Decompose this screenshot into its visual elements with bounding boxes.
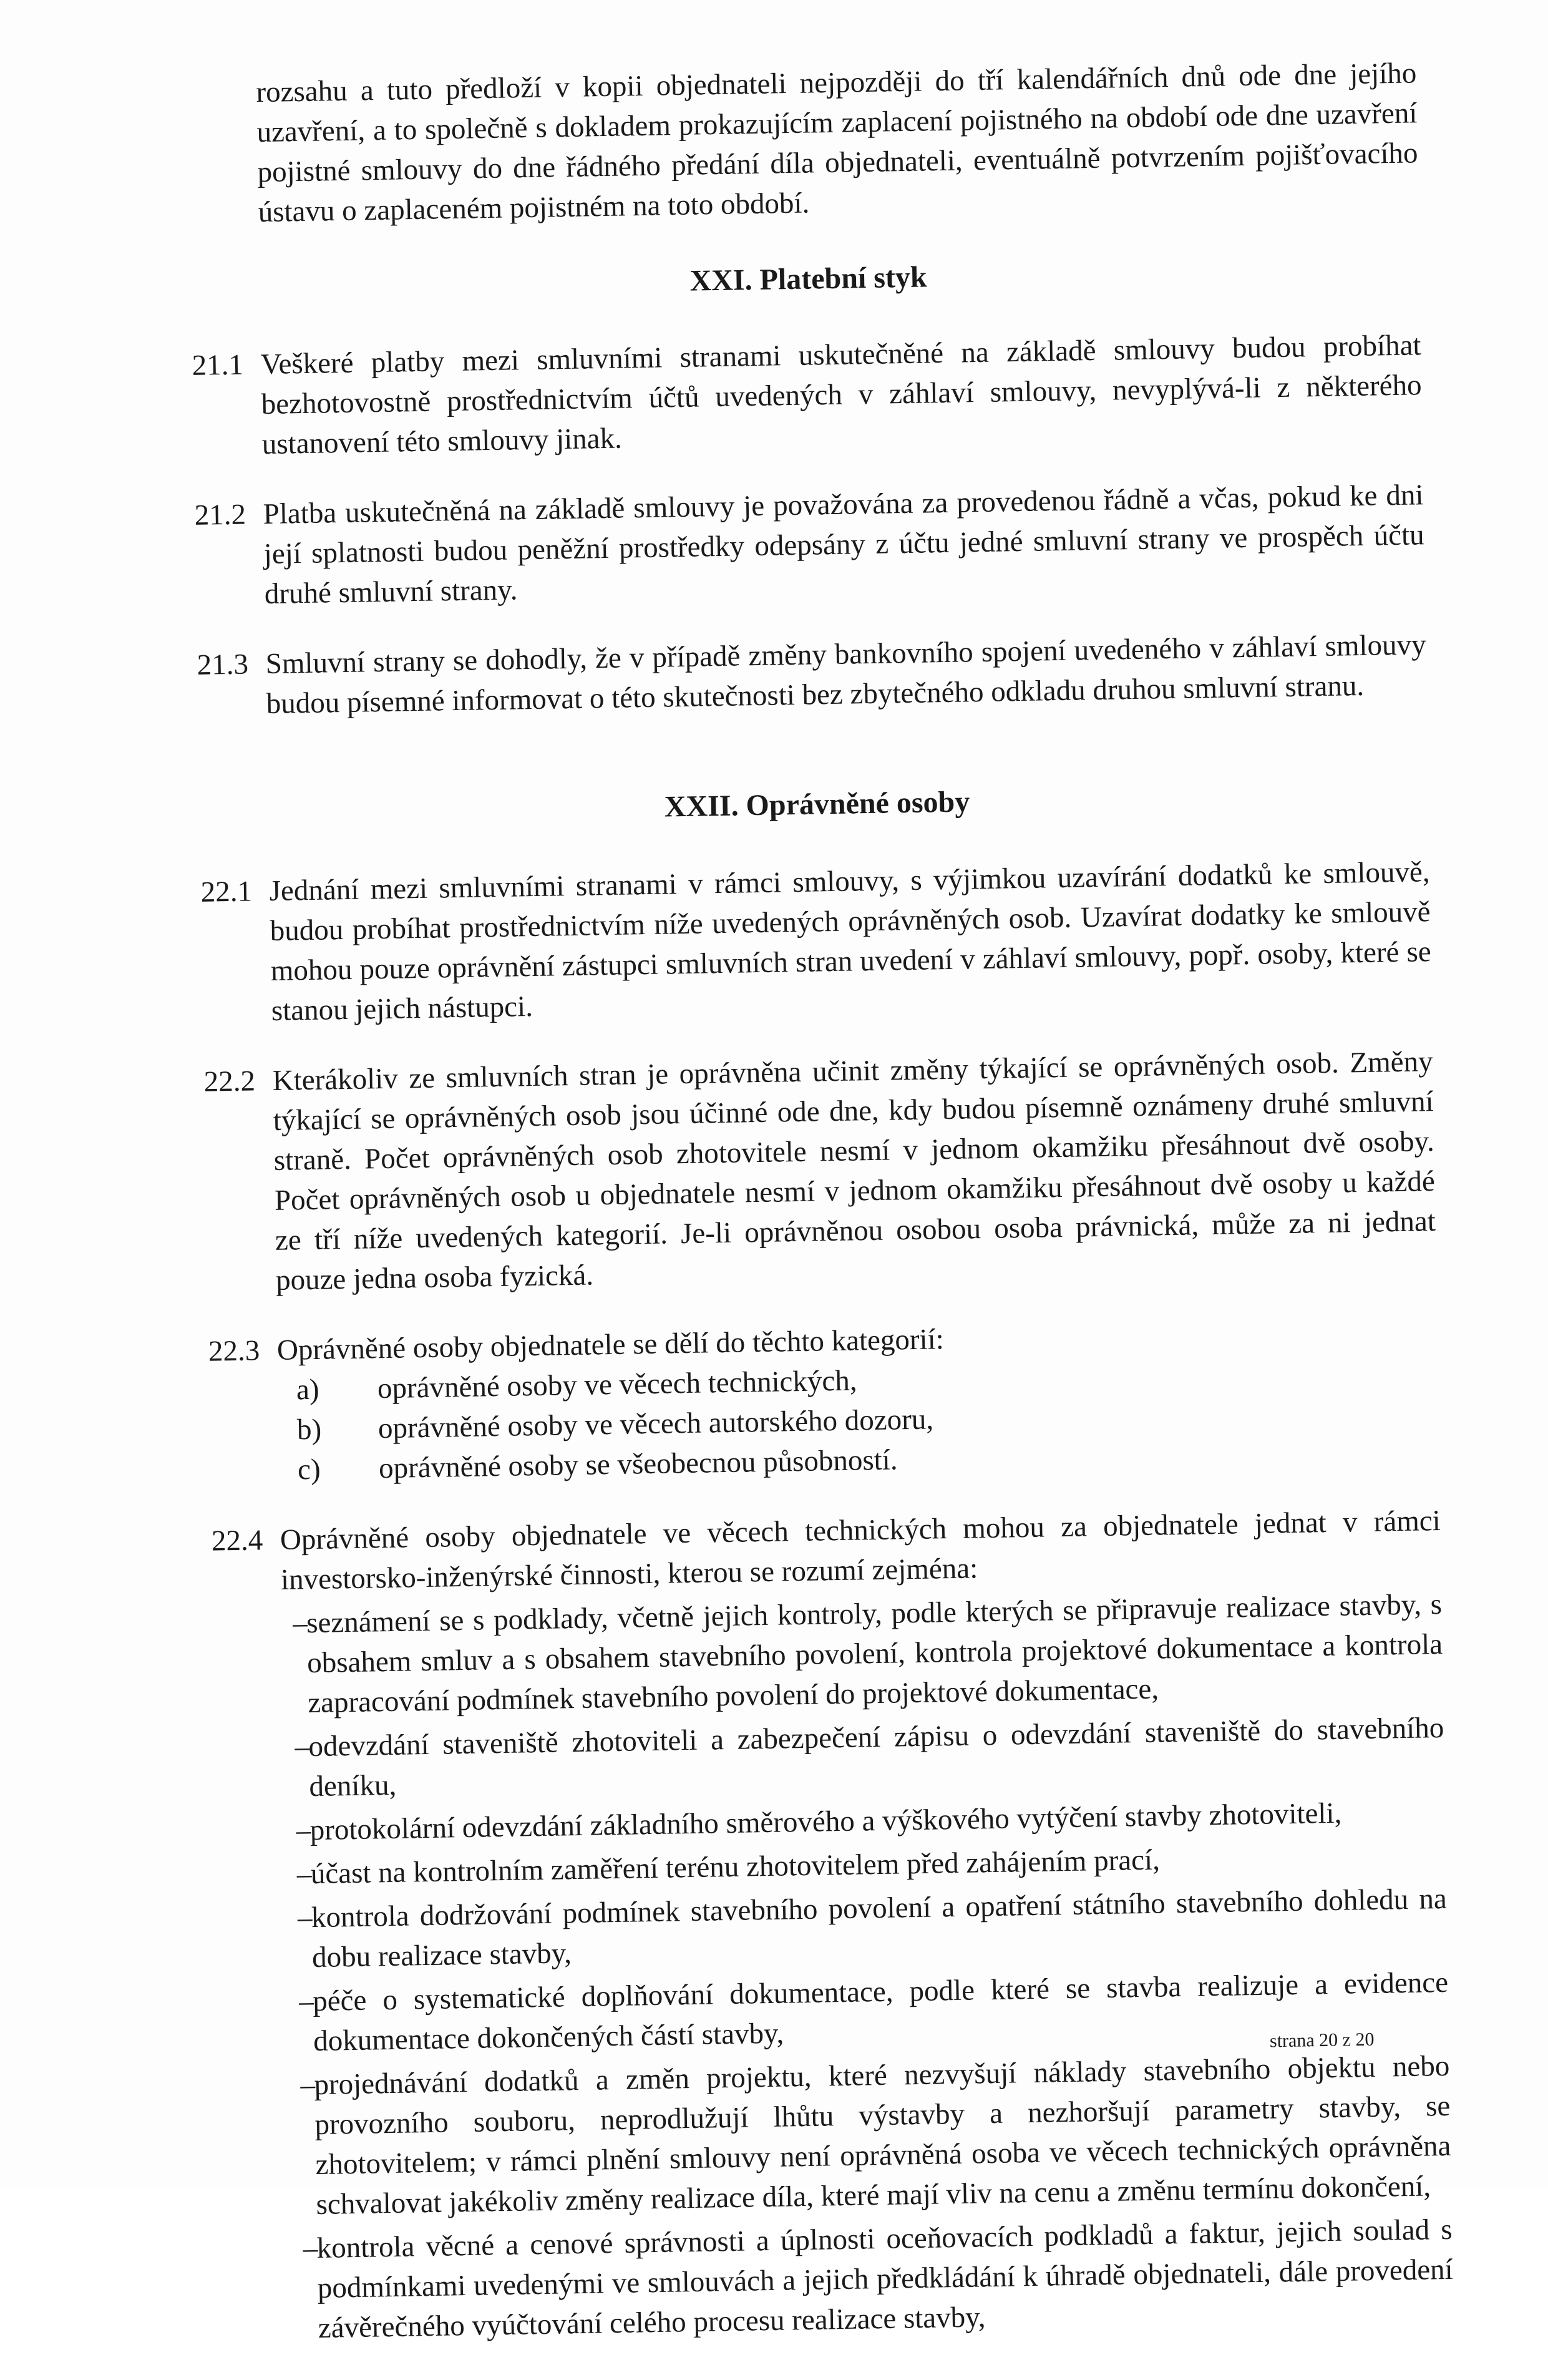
list-marker: c)	[297, 1453, 321, 1486]
dash-bullet-icon: –	[295, 1730, 310, 1763]
clause-number: 22.3	[208, 1334, 260, 1368]
dash-bullet-icon: –	[303, 2232, 318, 2265]
duty-item	[281, 1584, 1444, 1724]
duty-item	[289, 2046, 1452, 2225]
duty-item-text: projednávání dodatků a změn projektu, které nezvyšují náklady stavebního objektu nebo provozního souboru, neprodlužují lhůtu výstavby a nezhoršují parametry stavby, se zhotovitelem; v rámci plnění smlouvy není oprávněná osoba ve věcech technických oprávněna schvalovat jakékoliv změny realizace díla, které mají vliv na cenu a změnu termínu dokončení,	[314, 2049, 1451, 2221]
duty-item-text: účast na kontrolním zaměření terénu zhotovitelem před zahájením prací,	[310, 1843, 1161, 1891]
section-heading-22: XXII. Oprávněné osoby	[664, 785, 970, 824]
duty-item-text: péče o systematické doplňování dokumentace, podle které se stavba realizuje a evidence dokumentace dokončených částí stavby,	[312, 1966, 1449, 2058]
section-heading-21: XXI. Platební styk	[689, 260, 928, 298]
clause-text: Kterákoliv ze smluvních stran je oprávněna učinit změny týkající se oprávněných osob. Změny týkající se oprávněných osob jsou účinné ode dne, kdy budou písemně oznámeny druhé smluvní straně. Počet oprávněných osob zhotovitele nesmí v jednom okamžiku přesáhnout dvě osoby. Počet oprávněných osob u objednatele nesmí v jednom okamžiku přesáhnout dvě osoby u každé ze tří níže uvedených kategorií. Je-li oprávněnou osobou osoba právnická, může za ni jednat pouze jedna osoba fyzická.	[272, 1045, 1436, 1297]
duties-list	[281, 1584, 1454, 2349]
duty-item-text: seznámení se s podklady, včetně jejich kontroly, podle kterých se připravuje realizace stavby, s obsahem smluv a s obsahem stavebního povolení, kontrola projektové dokumentace a kontrola zapracování podmínek stavebního povolení do projektové dokumentace,	[306, 1587, 1443, 1720]
dash-bullet-icon: –	[298, 1985, 314, 2018]
clause-21-1	[192, 325, 1429, 466]
duty-item-text: kontrola věcné a cenové správnosti a úplnosti oceňovacích podkladů a faktur, jejich soulad s podmínkami uvedenými ve smlouvách a jejich předkládání k úhradě objednateli, dále provedení závěrečného vyúčtování celého procesu realizace stavby,	[316, 2213, 1454, 2345]
clause-text: Smluvní strany se dohodly, že v případě změny bankovního spojení uvedeného v záhlaví smlouvy budou písemné informovat o této skutečnosti bez zbytečného odkladu druhou smluvní stranu.	[265, 628, 1426, 721]
clause-22-1	[200, 852, 1438, 1032]
clause-number: 22.1	[200, 875, 253, 909]
clause-text: Oprávněné osoby objednatele ve věcech technických mohou za objednatele jednat v rámci investorsko-inženýrské činnosti, kterou se rozumí zejména:	[280, 1505, 1441, 1596]
clause-text: Veškeré platby mezi smluvními stranami uskutečněné na základě smlouvy budou probíhat bezhotovostně prostřednictvím účtů uvedených v záhlaví smlouvy, nevyplývá-li z některého ustanovení této smlouvy jinak.	[260, 329, 1422, 461]
clause-number: 21.1	[192, 348, 244, 382]
clause-22-2	[203, 1041, 1443, 1302]
clause-22-3	[208, 1311, 1446, 1491]
dash-bullet-icon: –	[300, 2069, 316, 2102]
dash-bullet-icon: –	[297, 1901, 313, 1934]
duty-item-text: kontrola dodržování podmínek stavebního povolení a opatření státního stavebního dohledu na dobu realizace stavby,	[311, 1882, 1448, 1974]
clause-number: 21.3	[197, 648, 249, 681]
clause-text: Jednání mezi smluvními stranami v rámci smlouvy, s výjimkou uzavírání dodatků ke smlouvě, budou probíhat prostřednictvím níže uvedených oprávněných osob. Uzavírat dodatky ke smlouvě mohou pouze oprávnění zástupci smluvních stran uvedení v záhlaví smlouvy, popř. osoby, které se stanou jejich nástupci.	[269, 856, 1432, 1027]
clause-number: 22.2	[203, 1065, 256, 1098]
list-item-text: oprávněné osoby se všeobecnou působností.	[378, 1443, 898, 1485]
duty-item	[286, 1879, 1448, 1978]
intro-paragraph: rozsahu a tuto předloží v kopii objednateli nejpozději do tří kalendářních dnů ode dne jejího uzavření, a to společně s dokladem prokazujícím zaplacení pojistného na období ode dne uzavření pojistné smlouvy do dne řádného předání díla objednateli, eventuálně potvrzením pojišťovacího ústavu o zaplaceném pojistném na toto období.	[256, 57, 1418, 229]
list-item-text: oprávněné osoby ve věcech autorského dozoru,	[377, 1403, 934, 1445]
clause-number: 21.2	[194, 498, 246, 532]
clause-text: Platba uskutečněná na základě smlouvy je považována za provedenou řádně a včas, pokud ke dni její splatnosti budou peněžní prostředky odepsány z účtu jedné smluvní strany ve prospěch účtu druhé smluvní strany.	[263, 479, 1424, 611]
clause-22-4	[211, 1501, 1460, 2350]
clause-21-3	[197, 625, 1433, 725]
duty-item-text: protokolární odevzdání základního směrového a výškového vytýčení stavby zhotoviteli,	[309, 1797, 1342, 1847]
duty-item	[291, 2210, 1454, 2349]
dash-bullet-icon: –	[296, 1814, 311, 1847]
duty-item-text: odevzdání staveniště zhotoviteli a zabezpečení zápisu o odevzdání staveniště do stavebního deníku,	[308, 1711, 1444, 1803]
dash-bullet-icon: –	[292, 1607, 308, 1640]
clause-body	[280, 1501, 1454, 2349]
list-marker: a)	[296, 1373, 319, 1407]
clause-21-2	[194, 475, 1431, 615]
category-list	[277, 1351, 1439, 1490]
clause-number: 22.4	[211, 1524, 263, 1558]
list-marker: b)	[296, 1413, 322, 1446]
clause-text: Oprávněné osoby objednatele se dělí do těchto kategorií:	[276, 1323, 945, 1367]
dash-bullet-icon: –	[296, 1858, 312, 1891]
duty-item	[283, 1708, 1445, 1807]
page-number: strana 20 z 20	[1269, 2029, 1375, 2052]
clause-body	[276, 1311, 1439, 1490]
list-item-text: oprávněné osoby ve věcech technických,	[377, 1364, 857, 1405]
